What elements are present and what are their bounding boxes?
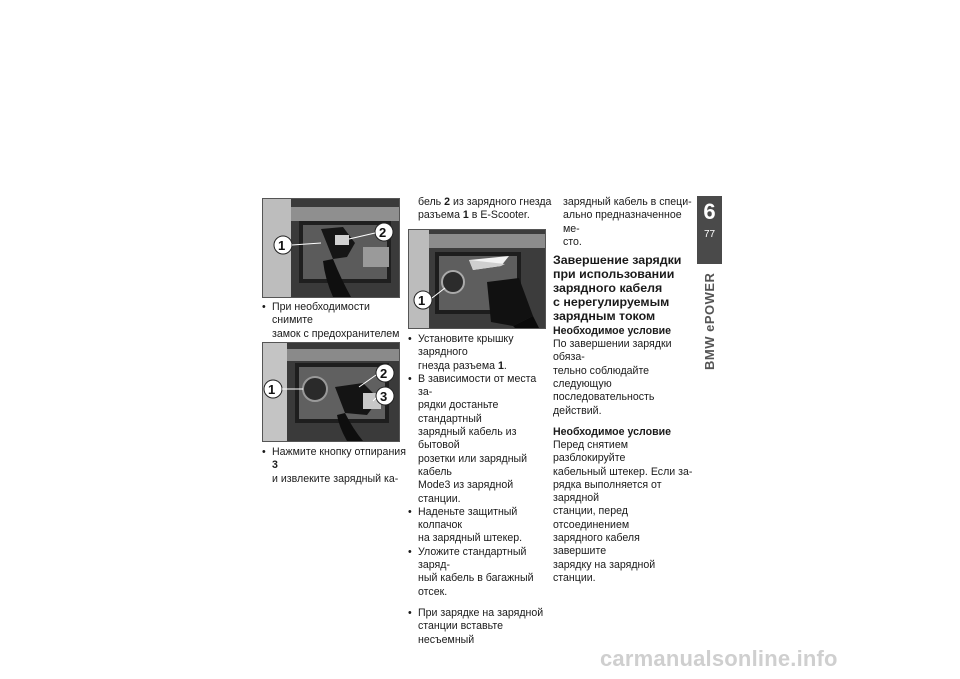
- subheading-prerequisite: Необходимое условие: [553, 325, 671, 338]
- column-3-text: [553, 196, 693, 585]
- watermark: carmanualsonline.info: [600, 646, 838, 671]
- figure-cable-lock: [262, 198, 400, 298]
- chapter-number: 6: [703, 199, 716, 224]
- continued-text: зарядный кабель в специ- ально предназначенное ме- сто.: [563, 196, 692, 248]
- list-item: • Нажмите кнопку отпирания 3 и извлеките зарядный ка-: [262, 446, 406, 486]
- column-2-text-a: [418, 196, 554, 223]
- figure-socket-cover: [408, 229, 546, 329]
- paragraph: По завершении зарядки обяза- тельно соблюдайте следующую последовательность действий.: [553, 338, 672, 417]
- column-1-text-b: [262, 446, 406, 486]
- figure-unlock-button: [262, 342, 400, 442]
- page-number: 77: [703, 229, 716, 240]
- callout-2: 2: [379, 225, 387, 240]
- continued-text: бель 2 из зарядного гнезда разъема 1 в E-Scooter.: [418, 196, 552, 222]
- list-item: • Уложите стандартный заряд- ный кабель в багажный отсек.: [408, 546, 552, 599]
- subheading-prerequisite: Необходимое условие: [553, 425, 671, 438]
- callout-1: 1: [268, 382, 276, 397]
- callout-1: 1: [278, 238, 286, 253]
- callout-1: 1: [418, 293, 426, 308]
- list-item: • В зависимости от места за- рядки достаньте стандартный зарядный кабель из бытовой розетки или зарядный кабель Mode3 из зарядной станции.: [408, 373, 552, 506]
- list-item: • При необходимости снимите замок с предохранителем: [262, 301, 406, 367]
- paragraph: Перед снятием разблокируйте кабельный штекер. Если за- рядка выполняется от зарядной станции, перед отсоединением зарядного кабеля завершите зарядку на зарядной станции.: [553, 438, 693, 584]
- column-2-text-b: [408, 333, 552, 647]
- list-item: • Установите крышку зарядного гнезда разъема 1.: [408, 333, 552, 373]
- callout-3: 3: [380, 389, 388, 404]
- callout-2: 2: [380, 366, 388, 381]
- list-item: • При зарядке на зарядной станции вставьте несъемный: [408, 607, 552, 647]
- section-heading: Завершение зарядки при использовании зарядного кабеля с нерегулируемым зарядным током: [553, 253, 682, 324]
- list-item: • Наденьте защитный колпачок на зарядный штекер.: [408, 506, 552, 546]
- chapter-tab: [697, 196, 722, 264]
